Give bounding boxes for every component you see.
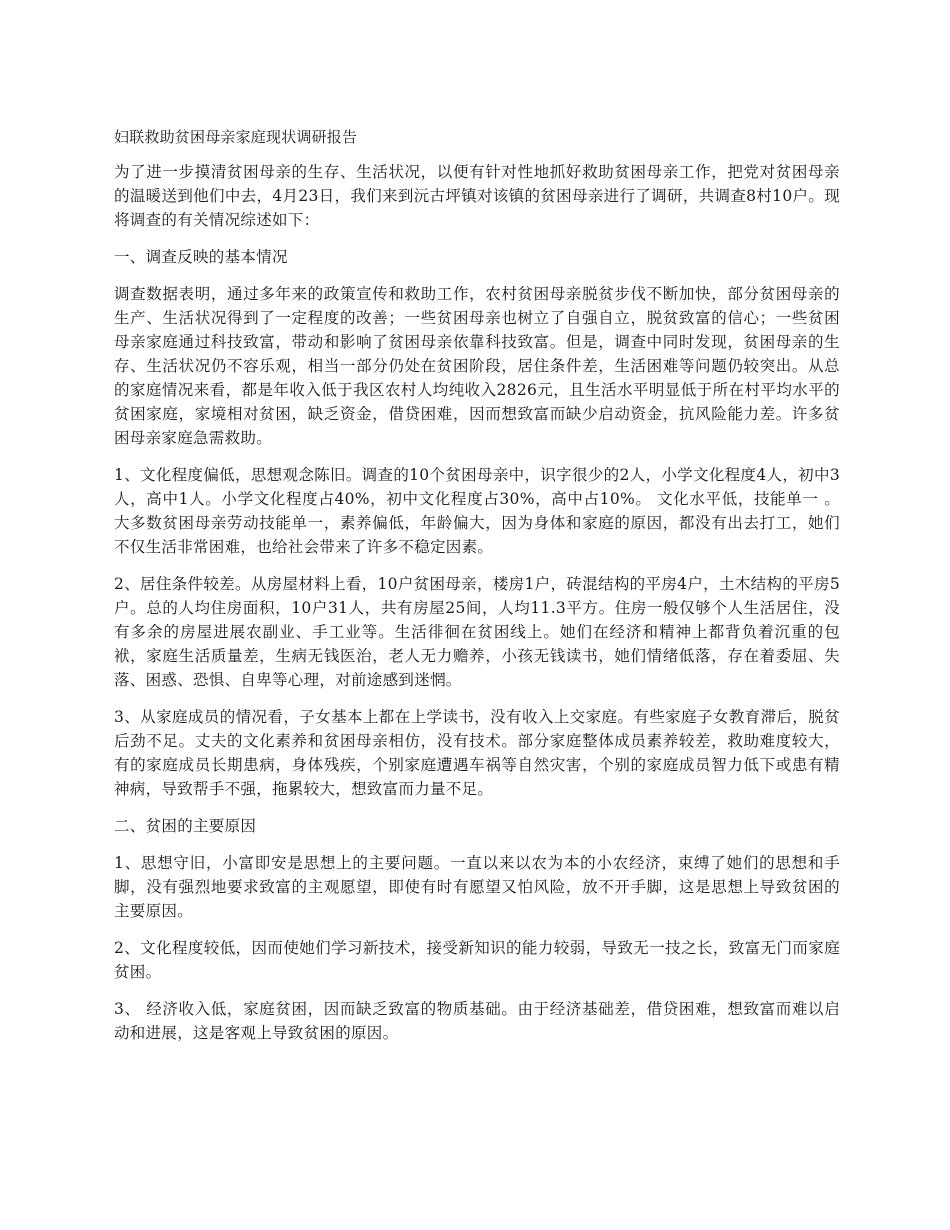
section-2-paragraph-1: 1、思想守旧，小富即安是思想上的主要问题。一直以来以农为本的小农经济，束缚了她们的思想和手脚，没有强烈地要求致富的主观愿望，即使有时有愿望又怕风险，放不开手脚，这是思想上导致贫困的主要原因。 — [114, 854, 840, 920]
intro-paragraph: 为了进一步摸清贫困母亲的生存、生活状况，以便有针对性地抓好救助贫困母亲工作，把党对贫困母亲的温暖送到他们中去，4月23日，我们来到沅古坪镇对该镇的贫困母亲进行了调研，共调查8村10户。现将调查的有关情况综述如下： — [114, 163, 840, 229]
section-2-heading: 二、贫困的主要原因 — [114, 817, 257, 835]
section-1-paragraph-2: 1、文化程度偏低，思想观念陈旧。调查的10个贫困母亲中，识字很少的2人，小学文化程度4人，初中3人，高中1人。小学文化程度占40%，初中文化程度占30%，高中占10%。 文化水平低，技能单一 。大多数贫困母亲劳动技能单一，素养偏低，年龄偏大，因为身体和家庭的原因，都没有出去打工，她们不仅生活非常困难，也给社会带来了许多不稳定因素。 — [114, 466, 840, 556]
section-1-heading: 一、调查反映的基本情况 — [114, 248, 288, 266]
section-2-paragraph-3: 3、 经济收入低，家庭贫困，因而缺乏致富的物质基础。由于经济基础差，借贷困难，想致富而难以启动和进展，这是客观上导致贫困的原因。 — [114, 1000, 840, 1042]
section-2-paragraph-2: 2、文化程度较低，因而使她们学习新技术，接受新知识的能力较弱，导致无一技之长，致富无门而家庭贫困。 — [114, 939, 840, 981]
section-1-paragraph-4: 3、从家庭成员的情况看，子女基本上都在上学读书，没有收入上交家庭。有些家庭子女教育滞后，脱贫后劲不足。丈夫的文化素养和贫困母亲相仿，没有技术。部分家庭整体成员素养较差，救助难度较大，有的家庭成员长期患病，身体残疾，个别家庭遭遇车祸等自然灾害，个别的家庭成员智力低下或患有精神病，导致帮手不强，拖累较大，想致富而力量不足。 — [114, 708, 840, 798]
document-page — [114, 126, 840, 1058]
section-1-paragraph-1: 调查数据表明，通过多年来的政策宣传和救助工作，农村贫困母亲脱贫步伐不断加快，部分贫困母亲的生产、生活状况得到了一定程度的改善；一些贫困母亲也树立了自强自立，脱贫致富的信心；一些贫困母亲家庭通过科技致富，带动和影响了贫困母亲依靠科技致富。但是，调查中同时发现，贫困母亲的生存、生活状况仍不容乐观，相当一部分仍处在贫困阶段，居住条件差，生活困难等问题仍较突出。从总的家庭情况来看，都是年收入低于我区农村人均纯收入2826元，且生活水平明显低于所在村平均水平的贫困家庭，家境相对贫困，缺乏资金，借贷困难，因而想致富而缺少启动资金，抗风险能力差。许多贫困母亲家庭急需救助。 — [114, 285, 840, 447]
document-title: 妇联救助贫困母亲家庭现状调研报告 — [114, 128, 358, 146]
section-1-paragraph-3: 2、居住条件较差。从房屋材料上看，10户贫困母亲，楼房1户，砖混结构的平房4户，土木结构的平房5户。总的人均住房面积，10户31人，共有房屋25间，人均11.3平方。住房一般仅够个人生活居住，没有多余的房屋进展农副业、手工业等。生活徘徊在贫困线上。她们在经济和精神上都背负着沉重的包袱，家庭生活质量差，生病无钱医治，老人无力赡养，小孩无钱读书，她们情绪低落，存在着委屈、失落、困惑、恐惧、自卑等心理，对前途感到迷惘。 — [114, 575, 840, 689]
